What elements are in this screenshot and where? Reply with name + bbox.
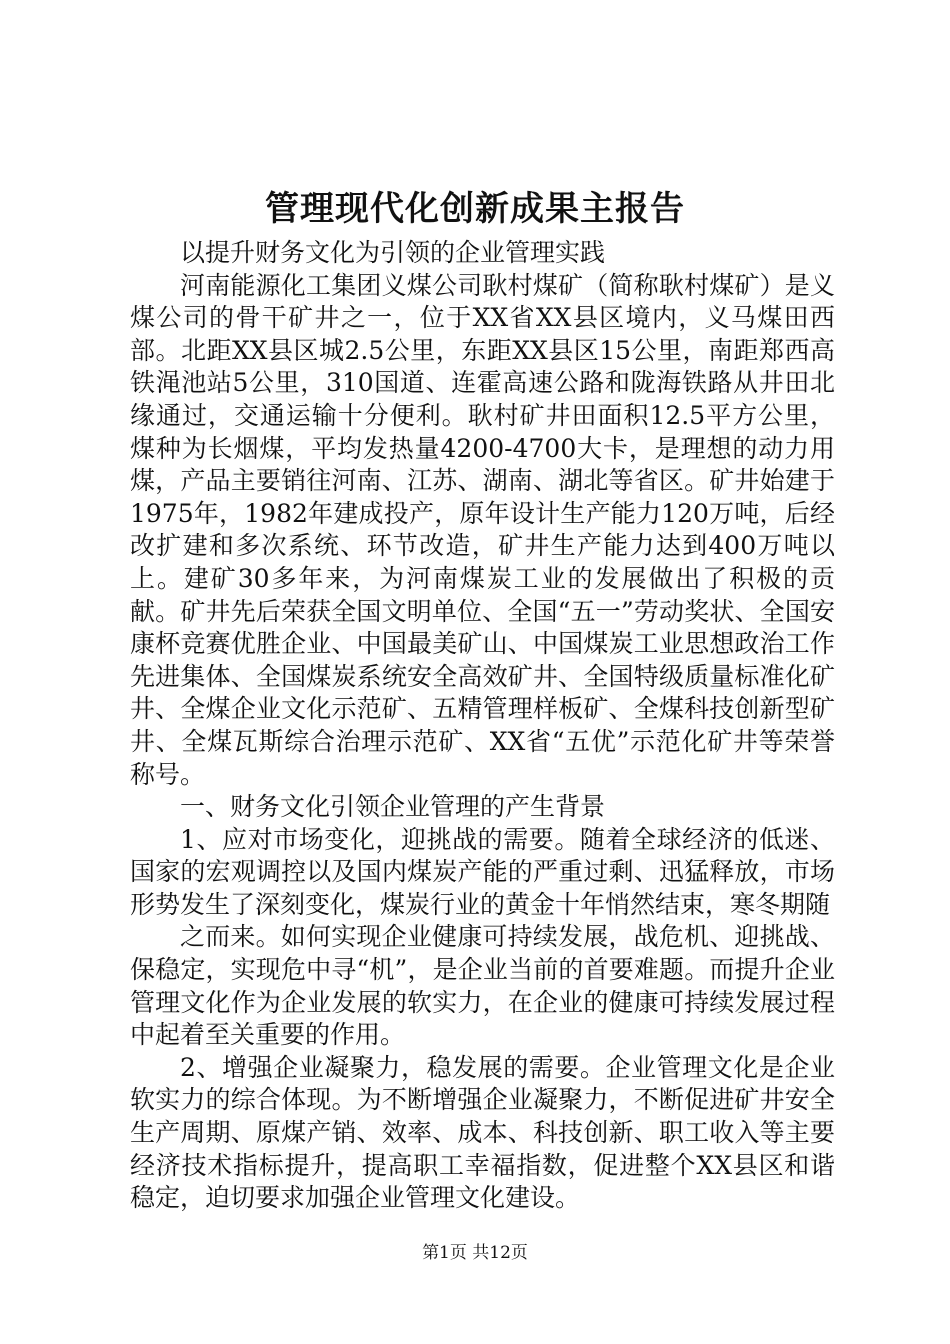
section-heading: 一、财务文化引领企业管理的产生背景 bbox=[180, 792, 606, 822]
intro-paragraph: 河南能源化工集团义煤公司耿村煤矿（简称耿村煤矿）是义煤公司的骨干矿井之一，位于XX省XX县区境内，义马煤田西部。北距XX县区城2.5公里，东距XX县区15公里，南距郑西高铁渑池站5公里，310国道、连霍高速公路和陇海铁路从井田北缘通过，交通运输十分便利。耿村矿井田面积12.5平方公里，煤种为长烟煤，平均发热量4200-4700大卡，是理想的动力用煤，产品主要销往河南、江苏、湖南、湖北等省区。矿井始建于1975年，1982年建成投产，原年设计生产能力120万吨，后经改扩建和多次系统、环节改造，矿井生产能力达到400万吨以上。建矿30多年来，为河南煤炭工业的发展做出了积极的贡献。矿井先后荣获全国文明单位、全国“五一”劳动奖状、全国安康杯竞赛优胜企业、中国最美矿山、中国煤炭工业思想政治工作先进集体、全国煤炭系统安全高效矿井、全国特级质量标准化矿井、全煤企业文化示范矿、五精管理样板矿、全煤科技创新型矿井、全煤瓦斯综合治理示范矿、XX省“五优”示范化矿井等荣誉称号。 bbox=[130, 270, 835, 789]
body-paragraph: 2、增强企业凝聚力，稳发展的需要。企业管理文化是企业软实力的综合体现。为不断增强企业凝聚力，不断促进矿井安全生产周期、原煤产销、效率、成本、科技创新、职工收入等主要经济技术指标提升，提高职工幸福指数，促进整个XX县区和谐稳定，迫切要求加强企业管理文化建设。 bbox=[130, 1052, 835, 1213]
body-paragraph: 之而来。如何实现企业健康可持续发展，战危机、迎挑战、保稳定，实现危中寻“机”，是企业当前的首要难题。而提升企业管理文化作为企业发展的软实力，在企业的健康可持续发展过程中起着至关重要的作用。 bbox=[130, 922, 835, 1050]
subtitle-paragraph: 以提升财务文化为引领的企业管理实践 bbox=[180, 238, 606, 267]
document-body bbox=[130, 237, 835, 1215]
page-footer: 第1页 共12页 bbox=[422, 1243, 528, 1263]
document-title: 管理现代化创新成果主报告 bbox=[265, 189, 685, 229]
body-paragraph: 1、应对市场变化，迎挑战的需要。随着全球经济的低迷、国家的宏观调控以及国内煤炭产能的严重过剩、迅猛释放，市场形势发生了深刻变化，煤炭行业的黄金十年悄然结束，寒冬期随 bbox=[130, 824, 835, 919]
